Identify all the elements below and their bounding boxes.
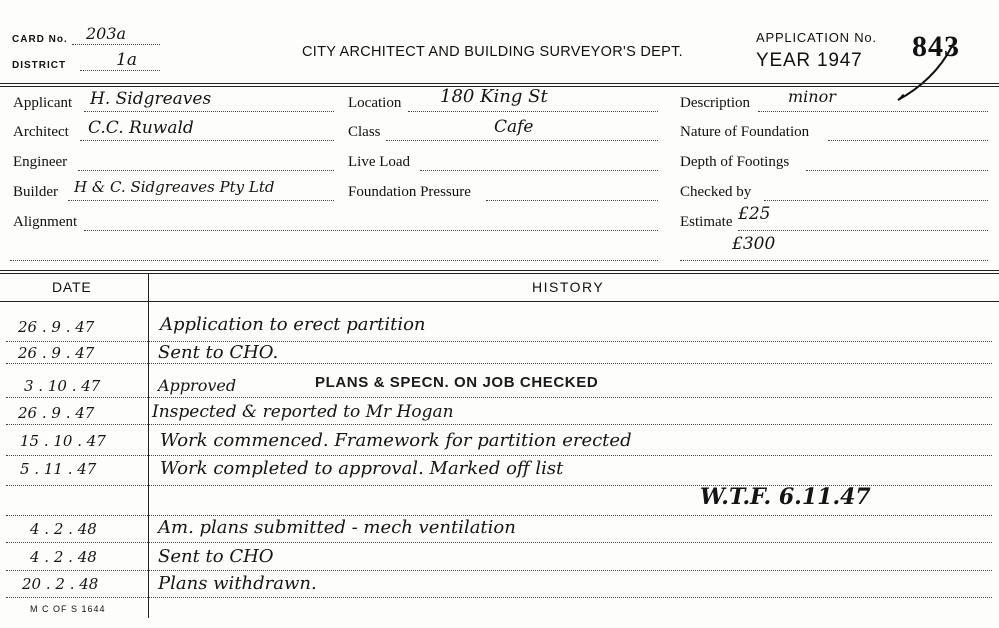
card-no-label: CARD No. [12, 34, 68, 45]
builder-field [68, 178, 334, 201]
alignment-label: Alignment [13, 214, 78, 230]
estimate-value-1: £25 [738, 204, 771, 224]
estimate-value-2: £300 [732, 234, 776, 254]
class-field [386, 117, 658, 141]
checked-stamp: PLANS & SPECN. ON JOB CHECKED [315, 374, 599, 391]
estimate-field-2 [680, 234, 988, 261]
header-rule [0, 83, 999, 84]
history-date: 26 . 9 . 47 [18, 404, 95, 422]
architect-value: C.C. Ruwald [88, 118, 194, 138]
history-entry: Sent to CHO [158, 546, 274, 567]
history-entry: Plans withdrawn. [158, 573, 317, 594]
live-load-label: Live Load [348, 154, 411, 170]
history-date: 15 . 10 . 47 [20, 432, 106, 450]
application-no-value: 843 [912, 30, 960, 63]
nature-of-foundation-label: Nature of Foundation [680, 124, 810, 140]
architect-label: Architect [13, 124, 69, 140]
row-rule [6, 597, 992, 598]
depth-of-footings-field [806, 154, 988, 171]
row-rule [6, 363, 992, 364]
history-date: 3 . 10 . 47 [24, 377, 101, 395]
district-label: DISTRICT [12, 60, 67, 71]
engineer-label: Engineer [13, 154, 68, 170]
table-top-rule-2 [0, 273, 999, 274]
date-column-header: DATE [52, 279, 92, 295]
row-rule [6, 341, 992, 342]
builder-label: Builder [13, 184, 58, 200]
row-rule [6, 570, 992, 571]
estimate-label: Estimate [680, 214, 733, 230]
live-load-field [420, 154, 658, 171]
table-top-rule [0, 270, 999, 271]
applicant-label: Applicant [13, 95, 73, 111]
history-entry: Approved [158, 376, 237, 395]
history-entry: Inspected & reported to Mr Hogan [152, 402, 454, 422]
location-value: 180 King St [440, 86, 548, 107]
history-date: 5 . 11 . 47 [20, 460, 97, 478]
location-field [408, 86, 658, 112]
form-code: M C OF S 1644 [30, 604, 106, 614]
row-rule [6, 542, 992, 543]
location-label: Location [348, 95, 402, 111]
foundation-pressure-label: Foundation Pressure [348, 184, 471, 200]
description-label: Description [680, 95, 750, 111]
estimate-field [738, 204, 988, 231]
history-entry: Am. plans submitted - mech ventilation [158, 517, 516, 538]
history-entry: Work completed to approval. Marked off list [160, 458, 564, 479]
applicant-field [84, 89, 334, 112]
history-date: 4 . 2 . 48 [30, 548, 97, 566]
table-column-divider [148, 273, 149, 618]
history-entry: Work commenced. Framework for partition erected [160, 430, 632, 451]
alignment-field [84, 214, 658, 231]
foundation-pressure-field [486, 184, 658, 201]
architect-field [80, 118, 334, 141]
engineer-field [78, 154, 334, 171]
district-value: 1a [116, 50, 137, 70]
header-row-rule [0, 301, 999, 302]
history-date: 26 . 9 . 47 [18, 318, 95, 336]
checked-by-field [764, 184, 988, 201]
district-field [80, 50, 160, 71]
applicant-value: H. Sidgreaves [90, 89, 212, 109]
application-no-label: APPLICATION No. [756, 30, 877, 45]
history-entry: Sent to CHO. [158, 342, 279, 363]
department-title: CITY ARCHITECT AND BUILDING SURVEYOR'S DEPT. [302, 44, 683, 60]
row-rule [6, 455, 992, 456]
history-date: 26 . 9 . 47 [18, 344, 95, 362]
row-rule [6, 424, 992, 425]
class-label: Class [348, 124, 381, 140]
checked-by-label: Checked by [680, 184, 752, 200]
class-value: Cafe [494, 117, 534, 137]
history-date: 20 . 2 . 48 [22, 575, 99, 593]
builder-value: H & C. Sidgreaves Pty Ltd [74, 178, 275, 196]
description-field [758, 87, 988, 112]
row-rule [6, 515, 992, 516]
card-no-field [72, 24, 160, 45]
description-value: minor [788, 87, 836, 106]
depth-of-footings-label: Depth of Footings [680, 154, 790, 170]
row-rule [6, 397, 992, 398]
history-column-header: HISTORY [532, 279, 605, 295]
year-label: YEAR 1947 [756, 50, 863, 71]
history-date: 4 . 2 . 48 [30, 520, 97, 538]
card-no-value: 203a [86, 24, 127, 43]
history-entry: Application to erect partition [160, 314, 426, 335]
nature-of-foundation-field [828, 124, 988, 141]
inspector-initials: W.T.F. 6.11.47 [700, 484, 871, 510]
fields-bottom-dots [10, 260, 658, 261]
